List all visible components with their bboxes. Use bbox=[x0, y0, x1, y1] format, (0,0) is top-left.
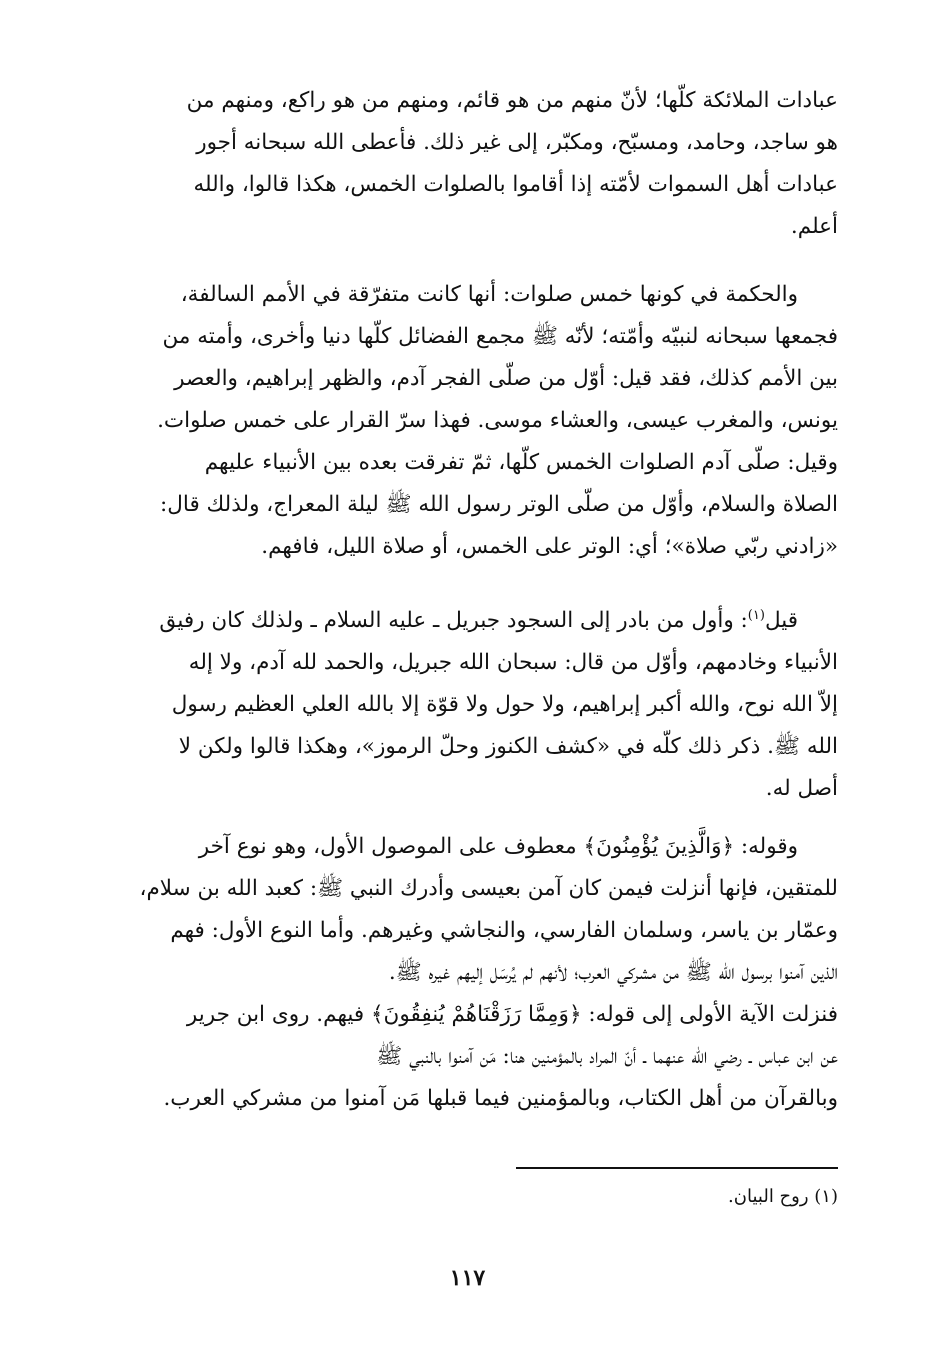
paragraph-those-who-believe bbox=[76, 826, 838, 1120]
text-line: بين الأمم كذلك، فقد قيل: أوّل من صلّى الفجر آدم، والظهر إبراهيم، والعصر bbox=[174, 366, 838, 391]
text-line: عن ابن عباس ـ رضي الله عنهما ـ أنّ المراد بالمؤمنين هنا: مَن آمنوا بالنبي ﷺ bbox=[376, 1044, 838, 1069]
text-line: الصلاة والسلام، وأوّل من صلّى الوتر رسول الله ﷺ ليلة المعراج، ولذلك قال: bbox=[160, 492, 838, 517]
text-line: الله ﷺ. ذكر ذلك كلّه في «كشف الكنوز وحلّ الرموز»، وهكذا قالوا ولكن لا bbox=[178, 734, 838, 759]
paragraph-angels-worship bbox=[76, 80, 838, 248]
text-line: أصل له. bbox=[765, 776, 838, 801]
text-line: للمتقين، فإنها أنزلت فيمن كان آمن بعيسى وأدرك النبي ﷺ: كعبد الله بن سلام، bbox=[139, 876, 838, 901]
footnote-marker: (١) bbox=[747, 607, 765, 623]
text-line: وبالقرآن من أهل الكتاب، وبالمؤمنين فيما قبلها مَن آمنوا من مشركي العرب. bbox=[163, 1086, 838, 1111]
text-line: هو ساجد، وحامد، ومسبّح، ومكبّر، إلى غير ذلك. فأعطى الله سبحانه أجور bbox=[196, 130, 838, 155]
text-line: عبادات أهل السموات لأمّته إذا أقاموا بالصلوات الخمس، هكذا قالوا، والله bbox=[193, 172, 838, 197]
text-line: وعمّار بن ياسر، وسلمان الفارسي، والنجاشي وغيرهم. وأما النوع الأول: فهم bbox=[170, 918, 838, 943]
lead-line-rest: : وأول من بادر إلى السجود جبريل ـ عليه السلام ـ ولذلك كان رفيق bbox=[159, 608, 748, 633]
text-line: الذين آمنوا برسول الله ﷺ من مشركي العرب؛ لأنهم لم يُرسَل إليهم غيره ﷺ. bbox=[388, 960, 838, 985]
text-line: والحكمة في كونها خمس صلوات: أنها كانت متفرّقة في الأمم السالفة، bbox=[180, 282, 798, 307]
lead-word: قيل bbox=[764, 608, 798, 633]
text-line: أعلم. bbox=[790, 214, 838, 239]
text-line: فنزلت الآية الأولى إلى قوله: ﴿وَمِمَّا رَزَقْنَاهُمْ يُنفِقُونَ﴾ فيهم. روى ابن جرير bbox=[186, 1002, 838, 1027]
text-line: «زادني ربّي صلاة»؛ أي: الوتر على الخمس، أو صلاة الليل، فافهم. bbox=[261, 534, 838, 559]
paragraph-first-prostration bbox=[76, 600, 838, 810]
paragraph-five-prayers-wisdom bbox=[76, 274, 838, 568]
text-line: الأنبياء وخادمهم، وأوّل من قال: سبحان الله جبريل، والحمد لله آدم، ولا إله bbox=[188, 650, 838, 675]
text-line: عبادات الملائكة كلّها؛ لأنّ منهم من هو قائم، ومنهم من هو راكع، ومنهم من bbox=[186, 88, 838, 113]
text-line: يونس، والمغرب عيسى، والعشاء موسى. فهذا سرّ القرار على خمس صلوات. bbox=[157, 408, 838, 433]
footnote-divider bbox=[516, 1167, 838, 1169]
text-line: وقوله: ﴿وَالَّذِينَ يُؤْمِنُونَ﴾ معطوف على الموصول الأول، وهو نوع آخر bbox=[198, 834, 798, 859]
text-line: فجمعها سبحانه لنبيّه وأمّته؛ لأنّه ﷺ مجمع الفضائل كلّها دنيا وأخرى، وأمته من bbox=[162, 324, 838, 349]
page-number: ١١٧ bbox=[449, 1265, 486, 1291]
text-line bbox=[76, 600, 838, 642]
text-line: إلاّ الله نوح، والله أكبر إبراهيم، ولا حول ولا قوّة إلا بالله العلي العظيم رسول bbox=[171, 692, 838, 717]
footnote: (١) روح البيان. bbox=[728, 1186, 838, 1207]
text-line: وقيل: صلّى آدم الصلوات الخمس كلّها، ثمّ تفرقت بعده بين الأنبياء عليهم bbox=[204, 450, 838, 475]
